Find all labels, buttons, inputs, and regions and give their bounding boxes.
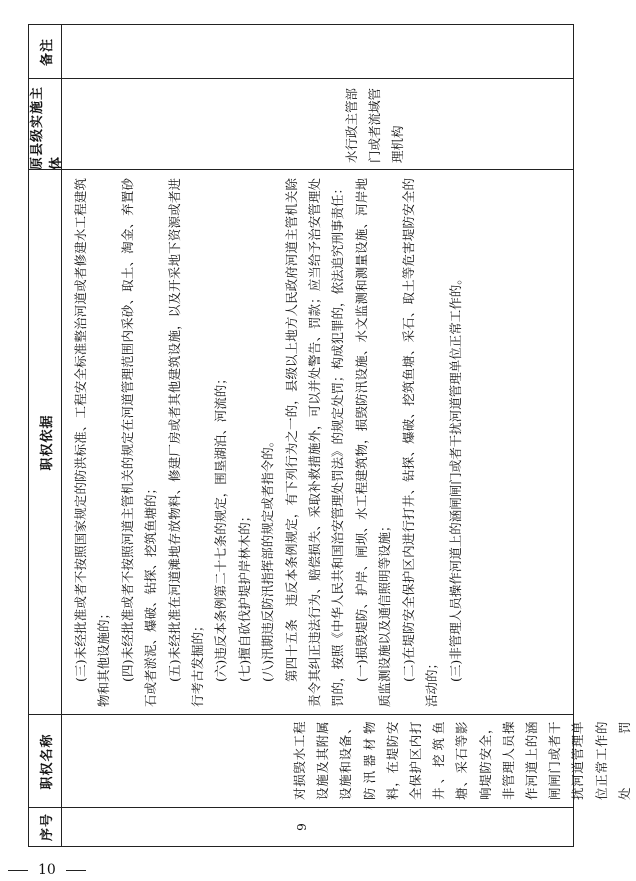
basis-paragraph: (二)在堤防安全保护区内进行打井、钻探、爆破、挖筑鱼塘、采石、取土等危害堤防安全的活动的； xyxy=(400,178,440,707)
seq-cell xyxy=(62,808,573,846)
basis-paragraph: (三)非管理人员操作河道上的涵闸闸门或者干扰河道管理单位正常工作的。 xyxy=(447,272,463,682)
name-cell xyxy=(62,715,632,808)
header-original-subject: 原县级实施主体 xyxy=(29,79,62,170)
page-number: 10 xyxy=(38,862,56,878)
header-seq: 序号 xyxy=(29,808,62,846)
basis-paragraph: (一)损毁堤防、护岸、闸坝、水工程建筑物，损毁防汛设施、水文监测和测量设施、河岸地质监测设施以及通信照明等设施； xyxy=(353,178,393,707)
footer-dash-right xyxy=(66,870,86,871)
note-cell xyxy=(62,25,573,79)
rotated-authority-table xyxy=(28,24,632,847)
header-note: 备注 xyxy=(29,25,62,79)
footer-dash-left xyxy=(8,870,28,871)
basis-paragraph: (三)未经批准或者不按照国家规定的防洪标准、工程安全标准整治河道或者修建水工程建筑物和其他设施的； xyxy=(73,178,112,707)
basis-paragraph: 第四十五条 违反本条例规定，有下列行为之一的，县级以上地方人民政府河道主管机关除责令其纠正违法行为、赔偿损失、采取补救措施外，可以并处警告、罚款；应当给予治安管理处罚的，按照《中华人民共和国治安管理处罚法》的规定处罚；构成犯罪的，依法追究刑事责任： xyxy=(283,178,346,707)
implementing-subject-text: 水行政主管部门或者流域管理机构 xyxy=(344,87,405,163)
authority-name-text: 对损毁水工程设施及其附属设施和设备、防汛器材物料，在堤防安全保护区内打井、挖筑鱼塘、采石等影响堤防安全，非管理人员操作河道上的涵闸闸门或者干扰河道管理单位正常工作的处罚 xyxy=(292,721,632,800)
header-authority-basis: 职权依据 xyxy=(29,170,62,715)
page-footer xyxy=(8,862,86,878)
basis-paragraph: (七)擅自砍伐护堤护岸林木的； xyxy=(236,509,252,682)
header-authority-name: 职权名称 xyxy=(29,715,62,808)
row-seq-number: 9 xyxy=(295,823,309,831)
authority-basis-text xyxy=(69,178,467,707)
basis-cell xyxy=(62,170,573,715)
basis-paragraph: (五)未经批准在河道滩地存放物料、修建厂房或者其他建筑设施，以及开采地下资源或者进行考古发掘的； xyxy=(166,178,206,707)
basis-paragraph: (六)违反本条例第二十七条的规定，围垦湖泊、河流的； xyxy=(213,372,229,682)
basis-paragraph: (四)未经批准或者不按照河道主管机关的规定在河道管理范围内采砂、取土、淘金、弃置砂石或者淤泥、爆破、钻探、挖筑鱼塘的； xyxy=(119,178,159,707)
basis-paragraph: (八)汛期违反防汛指挥部的规定或者指令的。 xyxy=(260,434,276,682)
subject-cell xyxy=(62,79,573,170)
